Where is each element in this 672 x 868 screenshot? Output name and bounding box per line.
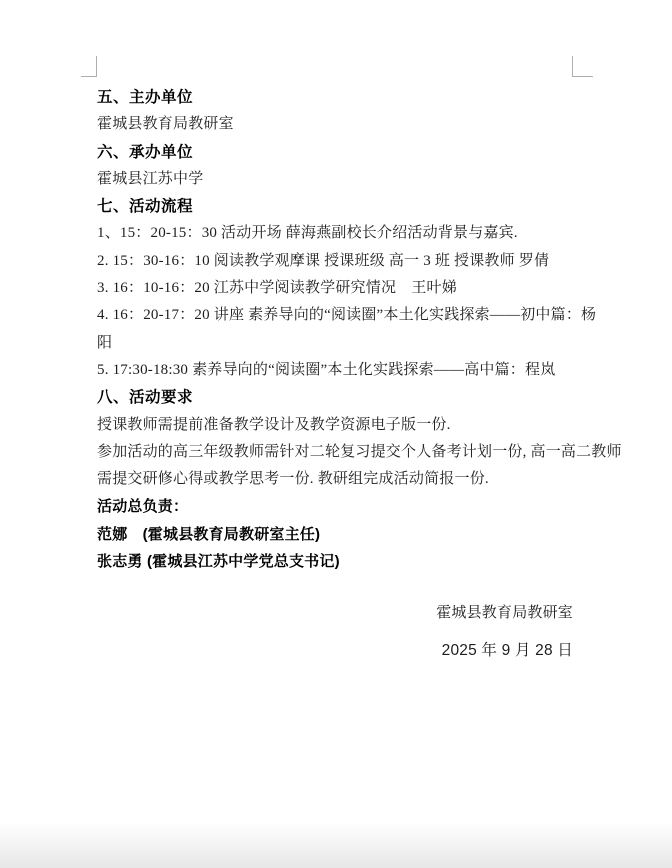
signature-date: 2025 年 9 月 28 日 [441,641,573,659]
schedule-item-5: 5. 17:30-18:30 素养导向的“阅读圈”本土化实践探索——高中篇：程岚 [97,361,556,378]
requirement-para-1: 授课教师需提前准备教学设计及教学资源电子版一份. [97,416,451,433]
text-boundary-mark-top-right [572,56,593,77]
heading-section-8: 八、活动要求 [97,389,194,407]
heading-section-7: 七、活动流程 [97,198,194,216]
lead-person-2: 张志勇 (霍城县江苏中学党总支书记) [97,553,340,571]
heading-section-6: 六、承办单位 [97,143,194,161]
lead-person-1: 范娜 (霍城县教育局教研室主任) [97,525,321,543]
label-overall-lead: 活动总负责： [97,498,189,516]
text-boundary-mark-top-left [81,56,97,77]
para-organizer: 霍城县教育局教研室 [97,116,234,133]
schedule-item-1: 1、15：20-15：30 活动开场 薛海燕副校长介绍活动背景与嘉宾. [97,225,518,242]
schedule-item-3: 3. 16：10-16：20 江苏中学阅读教学研究情况 王叶娣 [97,280,457,297]
schedule-item-4-line-2: 阳 [97,334,113,351]
para-host: 霍城县江苏中学 [97,170,204,187]
requirement-para-2-line-2: 需提交研修心得或教学思考一份. 教研组完成活动简报一份. [97,471,489,488]
signature-org: 霍城县教育局教研室 [436,605,573,622]
heading-section-5: 五、主办单位 [97,89,194,106]
document-content [97,84,622,664]
schedule-item-4-line-1: 4. 16：20-17：20 讲座 素养导向的“阅读圈”本土化实践探索——初中篇：杨 [97,307,597,324]
requirement-para-2-line-1: 参加活动的高三年级教师需针对二轮复习提交个人备考计划一份, 高一高二教师 [97,443,622,460]
page-bottom-shadow [0,822,672,868]
schedule-item-2: 2. 15：30-16：10 阅读教学观摩课 授课班级 高一 3 班 授课教师 罗倩 [97,252,550,269]
